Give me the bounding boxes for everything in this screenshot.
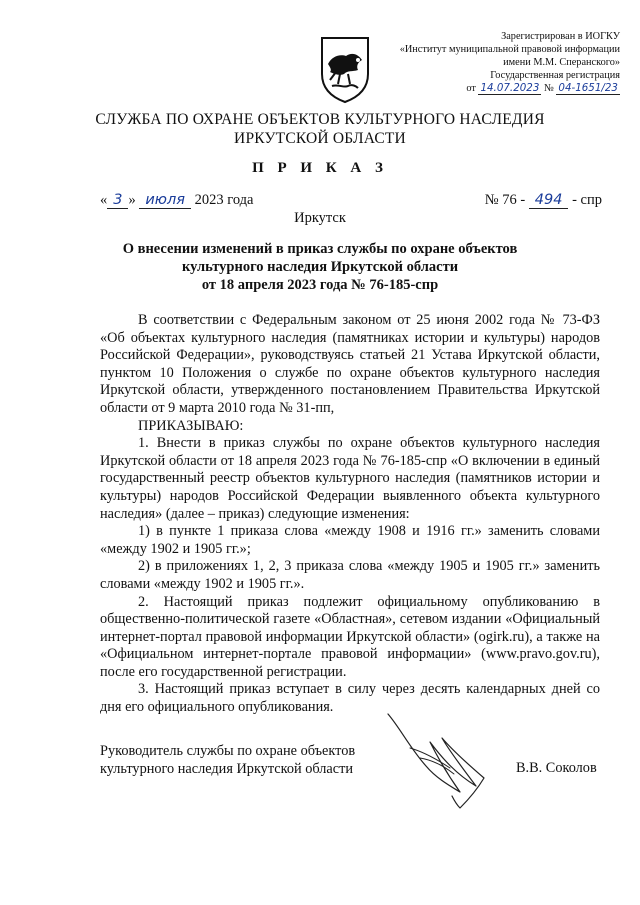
order-number-prefix: № 76 - <box>484 192 526 208</box>
registration-number-handwritten: 04-1651/23 <box>558 82 618 94</box>
date-month-handwritten: июля <box>139 192 191 209</box>
registration-line: Зарегистрирован в ИОГКУ <box>501 31 620 42</box>
body-paragraph-order-word: ПРИКАЗЫВАЮ: <box>138 417 244 434</box>
date-quote-close: » <box>128 192 136 208</box>
body-paragraph: 1) в пункте 1 приказа слова «между 1908 и 1916 гг.» заменить словами «между 1902 и 1905 гг.»; <box>100 523 600 557</box>
body-paragraph: В соответствии с Федеральным законом от 25 июня 2002 года № 73-ФЗ «Об объектах культурного наследия (памятниках истории и культуры) народов Российской Федерации», руководствуясь статьей 21 Устава Иркутской области, пунктом 10 Положения о службе по охране объектов культурного наследия Иркутской области, утвержденного постановлением Правительства Иркутской области от 9 марта 2010 года № 31-пп, <box>100 312 600 416</box>
registration-from-label: от <box>466 83 476 94</box>
order-number <box>485 192 602 209</box>
order-number-suffix: - спр <box>572 192 602 208</box>
body-paragraph: 2. Настоящий приказ подлежит официальному опубликованию в общественно-политической газете «Областная», сетевом издании «Официальный интернет-портал правовой информации Иркутской области» (ogirk.ru), а также на «Официальном интернет-портале правовой информации» (www.pravo.gov.ru), после его государственной регистрации. <box>100 593 600 680</box>
organization-line: ИРКУТСКОЙ ОБЛАСТИ <box>234 130 406 147</box>
organization-name <box>0 110 640 148</box>
subject-line: от 18 апреля 2023 года № 76-185-спр <box>201 277 439 293</box>
date-year: 2023 года <box>194 192 254 208</box>
city: Иркутск <box>294 210 346 226</box>
subject-line: культурного наследия Иркутской области <box>181 259 459 275</box>
date-quote-open: « <box>100 192 108 208</box>
order-body <box>100 312 600 717</box>
body-paragraph: 2) в приложениях 1, 2, 3 приказа слова «между 1905 и 1905 гг.» заменить словами «между 1902 и 1905 гг.». <box>100 558 600 592</box>
registration-number-label: № <box>543 83 554 94</box>
subject-line: О внесении изменений в приказ службы по охране объектов <box>122 241 518 257</box>
signatory-name: В.В. Соколов <box>516 760 597 776</box>
signature-icon <box>380 708 492 814</box>
registration-date-handwritten: 14.07.2023 <box>480 82 540 94</box>
document-type-title: П Р И К А З <box>252 160 388 176</box>
body-paragraph: 1. Внести в приказ службы по охране объектов культурного наследия Иркутской области от 18 апреля 2023 года № 76-185-спр «О включении в единый государственный реестр объектов культурного наследия (памятников истории и культуры) народов Российской Федерации выявленного объекта культурного наследия» (далее – приказ) следующие изменения: <box>100 435 600 522</box>
order-number-handwritten: 494 <box>529 192 569 209</box>
body-paragraph: 3. Настоящий приказ вступает в силу через десять календарных дней со дня его официального опубликования. <box>100 681 600 716</box>
signatory-position-line: Руководитель службы по охране объектов <box>100 743 356 759</box>
signatory-position <box>100 742 355 778</box>
order-subject <box>0 240 640 294</box>
organization-line: СЛУЖБА ПО ОХРАНЕ ОБЪЕКТОВ КУЛЬТУРНОГО НАСЛЕДИЯ <box>95 111 545 128</box>
registration-stamp <box>360 30 620 95</box>
signatory-position-line: культурного наследия Иркутской области <box>100 761 353 777</box>
registration-date-number <box>360 82 620 95</box>
registration-line: Государственная регистрация <box>490 70 620 81</box>
order-date <box>100 192 253 209</box>
registration-line: имени М.М. Сперанского» <box>503 57 620 68</box>
registration-line: «Институт муниципальной правовой информации <box>399 44 620 55</box>
date-day-handwritten: 3 <box>107 192 128 209</box>
